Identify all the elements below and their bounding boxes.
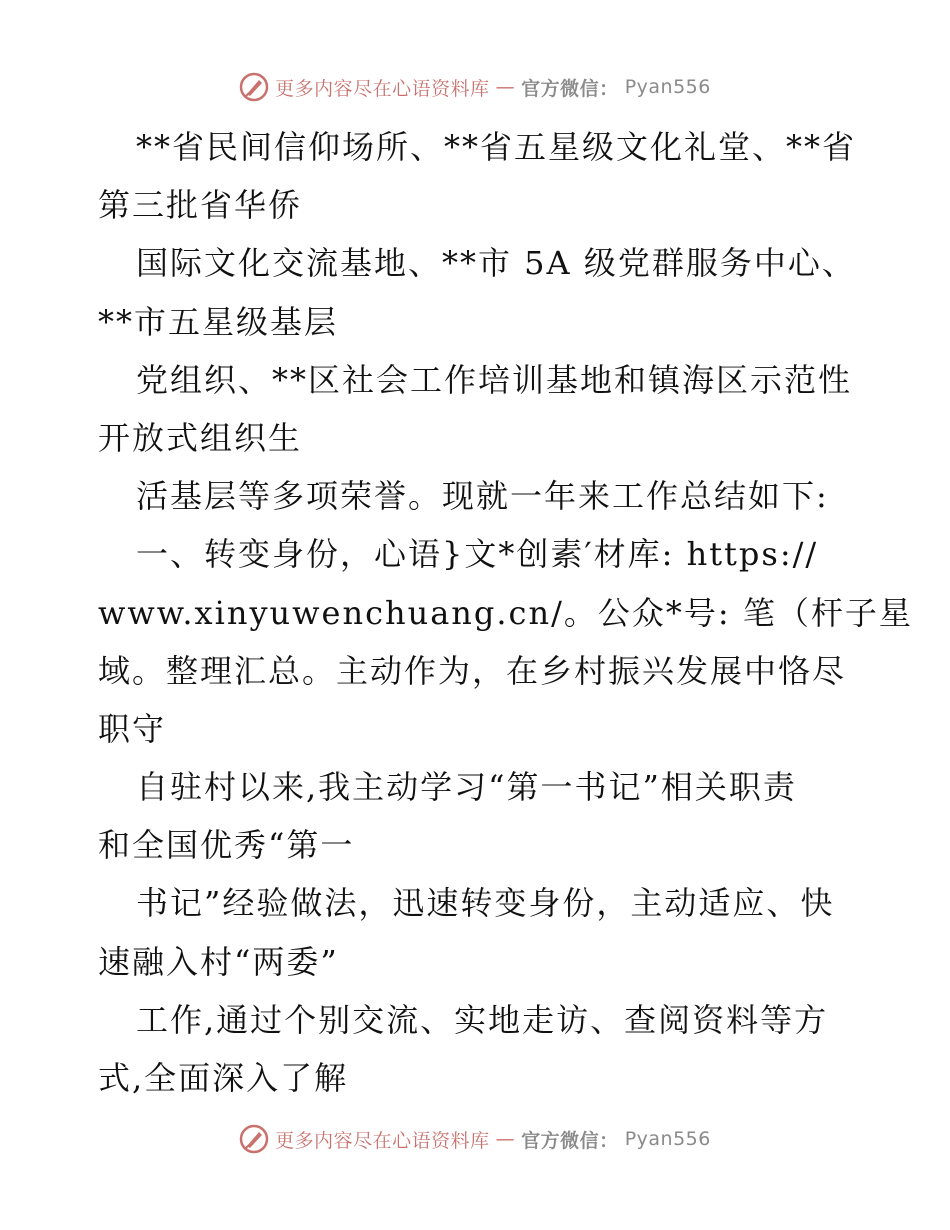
footer-watermark [0, 1124, 950, 1154]
text-line: **市五星级基层 [98, 302, 339, 341]
quill-pen-logo-icon [239, 72, 269, 102]
watermark-brand: 更多内容尽在心语资料库 [275, 1129, 490, 1152]
text-line: 党组织、**区社会工作培训基地和镇海区示范性 [136, 360, 853, 399]
header-watermark [0, 72, 950, 102]
text-line: 和全国优秀“第一 [98, 826, 355, 865]
text-line: 活基层等多项荣誉。现就一年来工作总结如下: [136, 477, 829, 516]
text-line: 开放式组织生 [98, 418, 303, 457]
quill-pen-logo-icon [239, 1124, 269, 1154]
text-line: 书记”经验做法，迅速转变身份，主动适应、快 [136, 884, 835, 923]
text-line: www.xinyuwenchuang.cn/。公众*号: 笔（杆子星 [98, 593, 913, 632]
text-line: 职守 [98, 709, 167, 748]
text-line: 式,全面深入了解 [98, 1059, 349, 1097]
text-line: **省民间信仰场所、**省五星级文化礼堂、**省 [136, 128, 857, 166]
watermark-wechat-id: Pyan556 [624, 76, 711, 98]
watermark-wechat-label: 官方微信： [521, 77, 619, 100]
text-line: 国际文化交流基地、**市 5A 级党群服务中心、 [136, 244, 856, 283]
watermark-dash: — [495, 1128, 516, 1150]
text-line: 域。整理汇总。主动作为，在乡村振兴发展中恪尽 [98, 651, 847, 690]
document-body [98, 118, 913, 1107]
watermark-wechat-label: 官方微信： [521, 1129, 619, 1152]
text-line: 一、转变身份，心语}文*创素′材库: https:// [136, 535, 819, 574]
text-line: 第三批省华侨 [98, 186, 303, 225]
text-line: 工作,通过个别交流、实地走访、查阅资料等方 [136, 1000, 829, 1039]
watermark-brand: 更多内容尽在心语资料库 [275, 77, 490, 100]
watermark-dash: — [495, 76, 516, 98]
watermark-wechat-id: Pyan556 [624, 1128, 711, 1150]
text-line: 速融入村“两委” [98, 942, 339, 981]
text-line: 自驻村以来,我主动学习“第一书记”相关职责 [136, 768, 797, 807]
